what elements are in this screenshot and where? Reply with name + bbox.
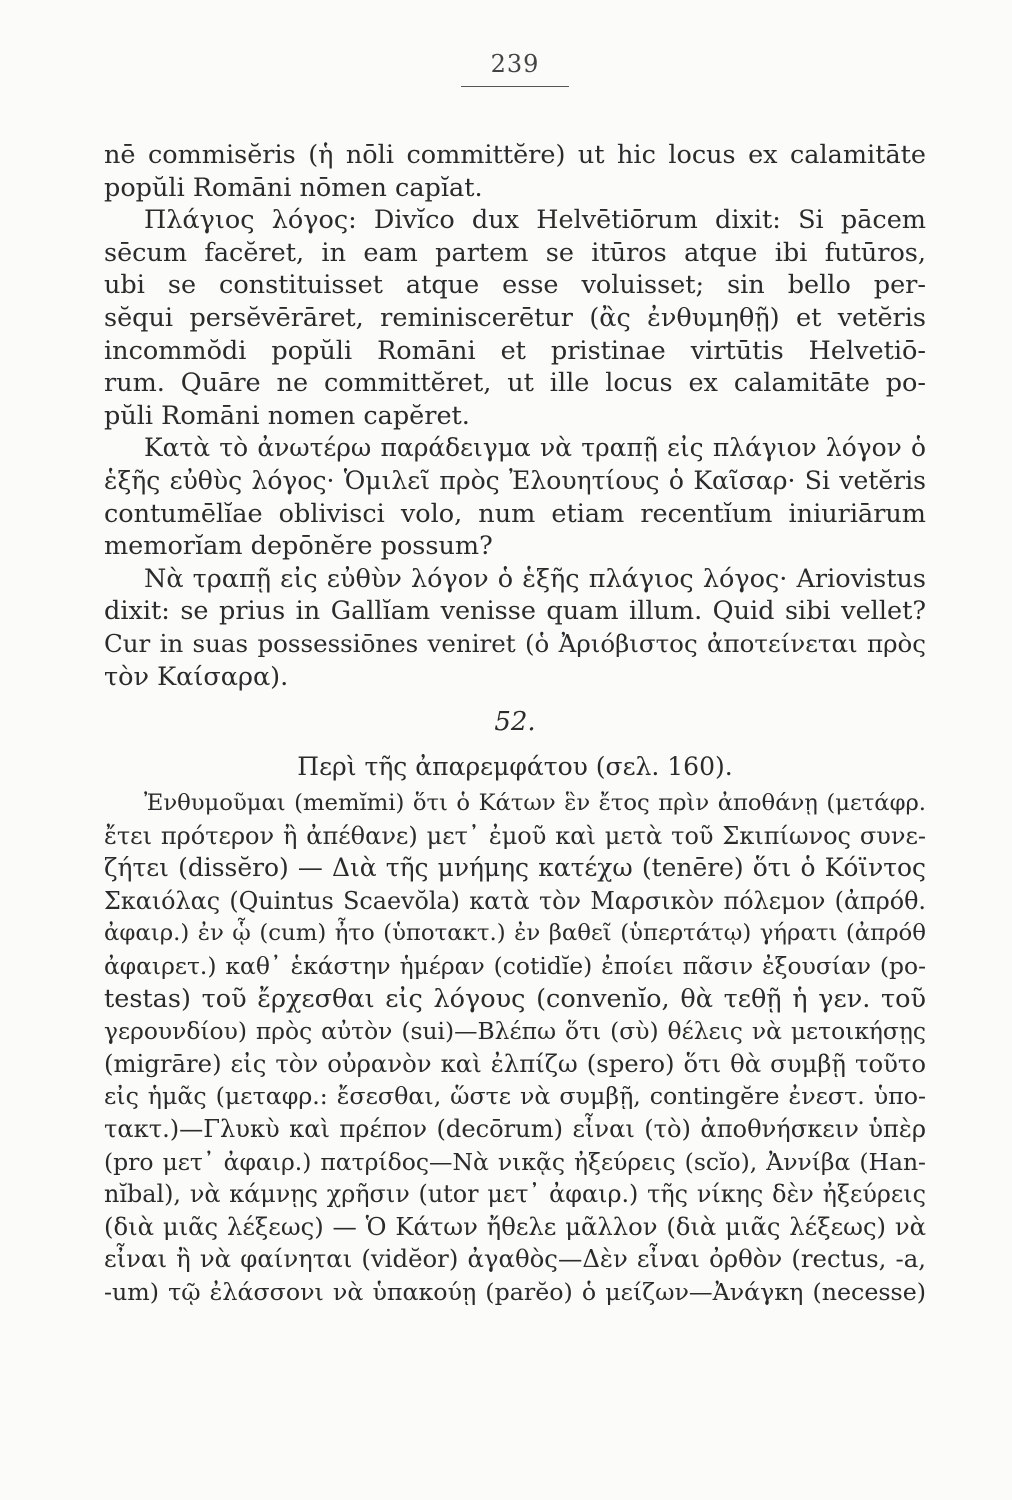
text-line: Cur in suas possessiōnes veniret (ὁ Ἀριόβιστος ἀποτείνεται πρὸς [104,628,926,658]
text-line: ἔτει πρότερον ἢ ἀπέθανε) μετ᾽ ἐμοῦ καὶ μετὰ τοῦ Σκιπίωνος συνε- [104,821,926,850]
paragraph-5 [104,787,926,1309]
paragraph-3 [104,432,926,562]
text-line: testas) τοῦ ἔρχεσθαι εἰς λόγους (convenĭo, θὰ τεθῇ ἡ γεν. τοῦ [104,983,926,1014]
page [104,50,926,1309]
paragraph-1 [104,139,926,204]
section-title: Περὶ τῆς ἀπαρεμφάτου (σελ. 160). [297,752,733,782]
text-line: ἀφαιρετ.) καθ᾽ ἑκάστην ἡμέραν (cotidĭe) ἐποίει πᾶσιν ἐξουσίαν (po- [104,952,926,981]
text-line: Ἐνθυμοῦμαι (memĭmi) ὅτι ὁ Κάτων ἓν ἔτος πρὶν ἀποθάνῃ (μετάφρ. [144,790,926,817]
text-line: Σκαιόλας (Quintus Scaevŏla) κατὰ τὸν Μαρσικὸν πόλεμον (ἀπρόθ. [104,886,926,915]
text-line: ζήτει (dissĕro) — Διὰ τῆς μνήμης κατέχω (tenēre) ὅτι ὁ Κόϊντος [104,853,926,883]
text-line: ἑξῆς εὐθὺς λόγος· Ὁμιλεῖ πρὸς Ἐλουητίους ὁ Καῖσαρ· Si vetĕris [104,465,926,495]
text-line: sēcum facĕret, in eam partem se itūros atque ibi futūros, [104,237,926,268]
text-line: -um) τῷ ἐλάσσονι νὰ ὑπακούῃ (parĕo) ὁ μείζων—Ἀνάγκη (necesse) [104,1278,926,1306]
text-line: dixit: se prius in Gallĭam venisse quam illum. Quid sibi vellet? [104,596,926,627]
text-line: ubi se constituisset atque esse voluisset; sin bello per- [104,270,926,301]
section-number: 52. [494,707,536,738]
text-line: Πλάγιος λόγος: Divĭco dux Helvētiōrum dixit: Si pācem [144,205,926,236]
text-line: (migrāre) εἰς τὸν οὐρανὸν καὶ ἐλπίζω (spero) ὅτι θὰ συμβῇ τοῦτο [104,1048,926,1078]
text-line: εἰς ἡμᾶς (μεταφρ.: ἔσεσθαι, ὥστε νὰ συμβῇ, contingĕre ἐνεστ. ὑπο- [104,1082,926,1111]
text-line: pŭli Romāni nomen capĕret. [104,400,470,431]
text-line: εἶναι ἢ νὰ φαίνηται (vidĕor) ἀγαθὸς—Δὲν εἶναι ὀρθὸν (rectus, -a, [104,1244,926,1274]
page-number: 239 [104,50,926,87]
text-line: γερουνδίου) πρὸς αὐτὸν (sui)—Βλέπω ὅτι (σὺ) θέλεις νὰ μετοικήσῃς [104,1017,926,1046]
text-line: contumēlĭae oblivisci volo, num etiam recentĭum iniuriārum [104,498,926,529]
text-line: incommŏdi popŭli Romāni et pristinae virtūtis Helvetiō- [104,335,926,366]
text-line: nē commisĕris (ἡ nōli committĕre) ut hic locus ex calamitāte [104,140,926,170]
text-line: (διὰ μιᾶς λέξεως) — Ὁ Κάτων ἤθελε μᾶλλον (διὰ μιᾶς λέξεως) νὰ [104,1211,926,1241]
text-line: Κατὰ τὸ ἀνωτέρω παράδειγμα νὰ τραπῇ εἰς πλάγιον λόγον ὁ [144,433,926,463]
text-line: sĕqui persĕvērāret, reminiscerētur (ἂς ἐνθυμηθῇ) et vetĕris [104,302,926,333]
text-line: popŭli Romāni nōmen capĭat. [104,172,483,203]
paragraph-4 [104,563,926,693]
text-line: nĭbal), νὰ κάμνῃς χρῆσιν (utor μετ᾽ ἀφαιρ.) τῆς νίκης δὲν ἠξεύρεις [104,1180,926,1209]
paragraph-2 [104,204,926,432]
text-line: ἀφαιρ.) ἐν ᾧ (cum) ἦτο (ὑποτακτ.) ἐν βαθεῖ (ὑπερτάτῳ) γήρατι (ἀπρόθ [104,920,926,947]
text-line: τακτ.)—Γλυκὺ καὶ πρέπον (decōrum) εἶναι (τὸ) ἀποθνήσκειν ὑπὲρ [104,1115,926,1144]
text-line: memorĭam depōnĕre possum? [104,531,493,562]
text-line: rum. Quāre ne committĕret, ut ille locus ex calamitāte po- [104,368,926,399]
text-line: τὸν Καίσαρα). [104,661,289,692]
text-line: (pro μετ᾽ ἀφαιρ.) πατρίδος—Νὰ νικᾷς ἠξεύρεις (scĭo), Ἀννίβα (Han- [104,1147,926,1176]
text-line: Νὰ τραπῇ εἰς εὐθὺν λόγον ὁ ἑξῆς πλάγιος λόγος· Ariovistus [144,563,926,594]
